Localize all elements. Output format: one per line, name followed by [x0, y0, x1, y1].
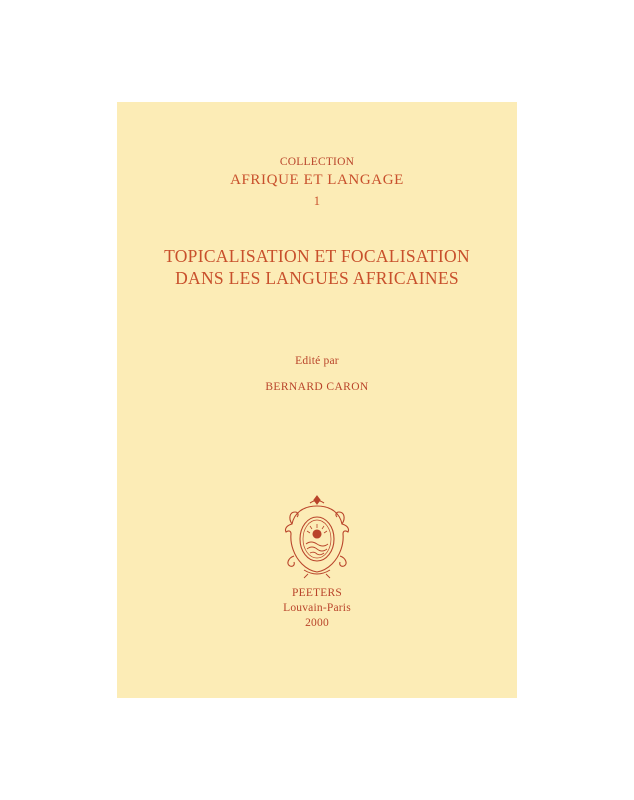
publisher-name: PEETERS [292, 587, 342, 599]
book-cover [117, 102, 517, 698]
publisher-city: Louvain-Paris [283, 602, 351, 614]
book-title-line-1: TOPICALISATION ET FOCALISATION [164, 246, 470, 266]
book-title-line-2: DANS LES LANGUES AFRICAINES [175, 268, 459, 288]
volume-number: 1 [313, 194, 321, 208]
publisher-emblem-icon [280, 494, 354, 580]
collection-label: COLLECTION [279, 156, 355, 168]
collection-name: AFRIQUE ET LANGAGE [230, 172, 404, 188]
publication-year: 2000 [305, 617, 329, 629]
editor-name: BERNARD CARON [265, 381, 369, 393]
edited-by-label: Edité par [295, 355, 339, 367]
